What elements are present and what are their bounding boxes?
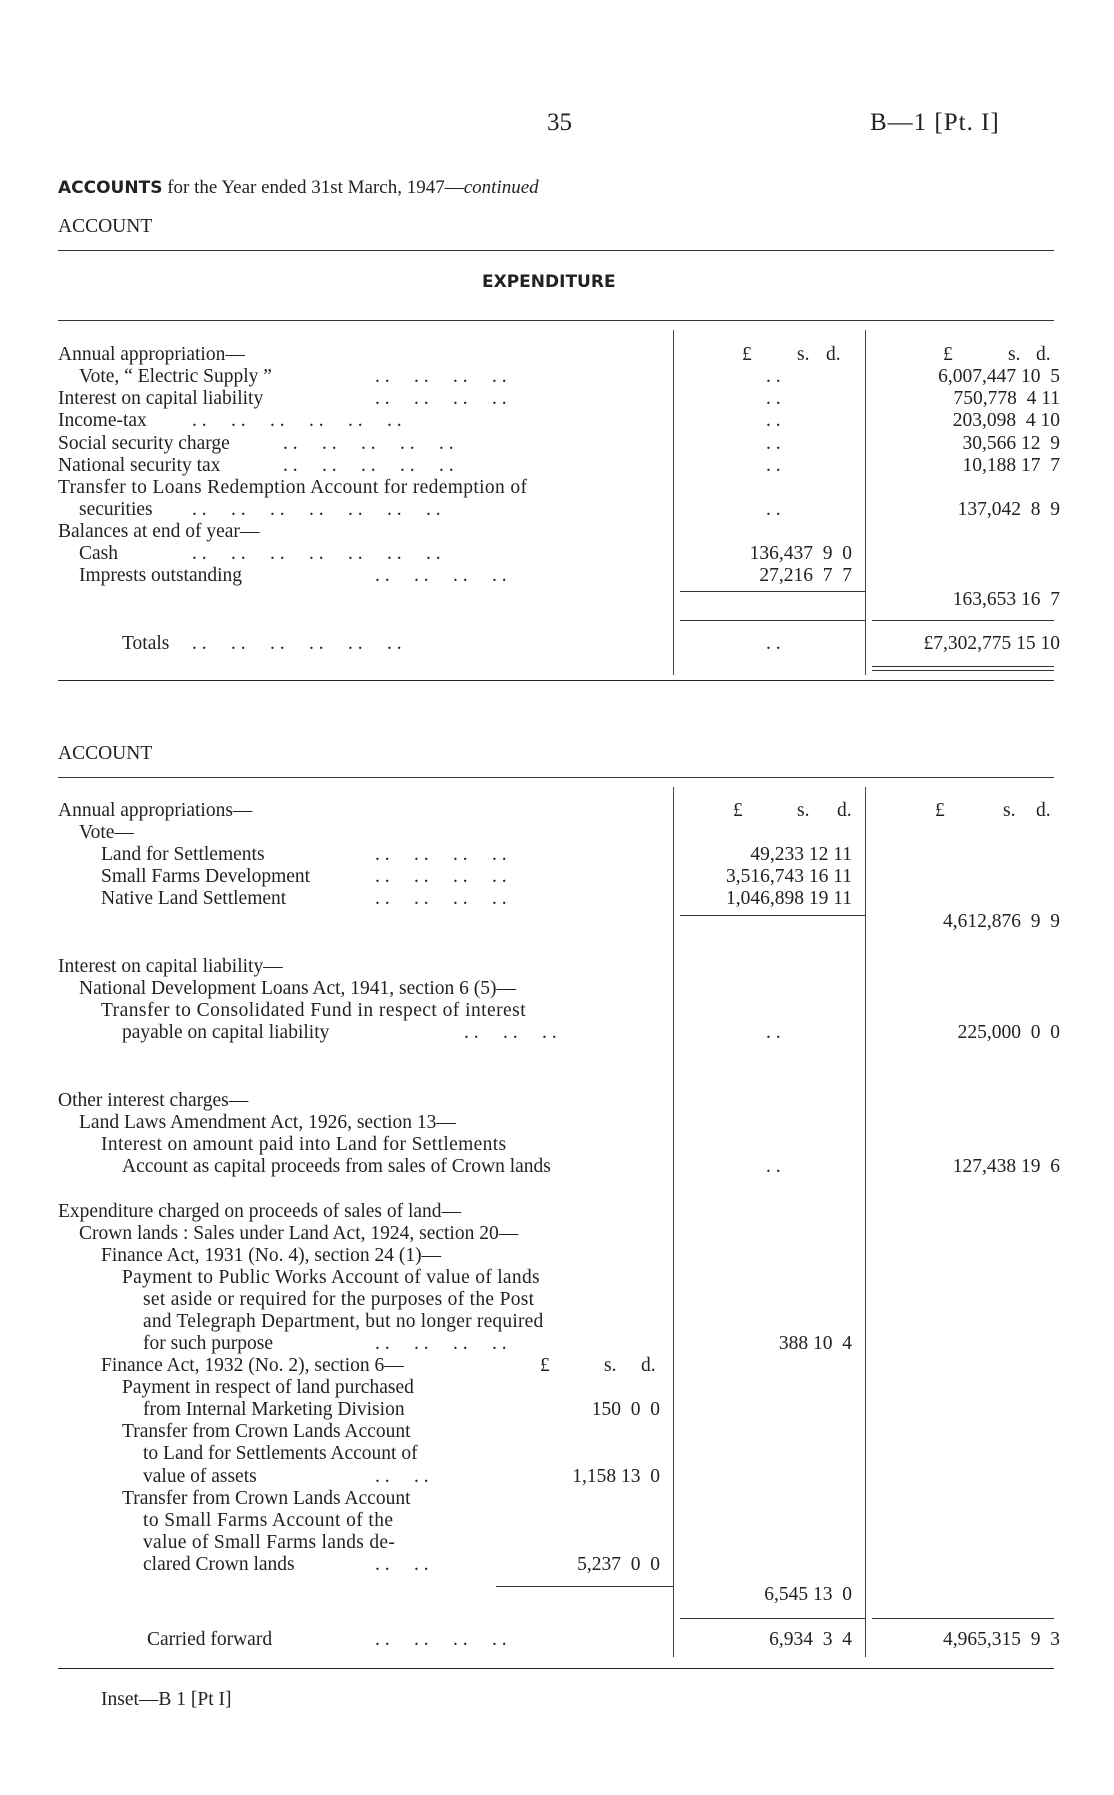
right-amount: 127,438 19 6	[952, 1156, 1060, 1177]
column-separator	[865, 330, 866, 675]
right-amount: 30,566 12 9	[962, 433, 1060, 454]
totals-label: Totals	[122, 633, 170, 654]
mid-amount: . .	[766, 499, 781, 520]
line-finance-1932: Finance Act, 1932 (No. 2), section 6—	[101, 1355, 404, 1376]
leader-dots: . . . .	[375, 1554, 429, 1575]
subtotal-rule	[680, 915, 865, 916]
line-transfer-loans: Transfer to Loans Redemption Account for redemption of	[58, 477, 528, 498]
mid-amount: 3,516,743 16 11	[725, 866, 852, 887]
leader-dots: . . . . . . . . . . . .	[192, 633, 402, 654]
rule	[680, 1618, 865, 1619]
leader-dots: . . . . . .	[464, 1022, 557, 1043]
mid-pound-header: £	[733, 800, 743, 821]
line-native-land: Native Land Settlement	[101, 888, 287, 909]
leader-dots: . . . . . . . .	[375, 866, 507, 887]
line-vote-electric-supply: Vote, “ Electric Supply ”	[79, 366, 272, 387]
right-shillings-header: s.	[1003, 800, 1016, 821]
rule	[872, 1618, 1054, 1619]
mid-pound-header: £	[742, 344, 752, 365]
footer-inset: Inset—B 1 [Pt I]	[101, 1689, 232, 1710]
page-title	[58, 177, 539, 200]
line-income-tax: Income-tax	[58, 410, 147, 431]
sub-pence-header: d.	[641, 1355, 656, 1376]
rule	[680, 620, 865, 621]
mid-pence-header: d.	[826, 344, 841, 365]
line-other-interest: Other interest charges—	[58, 1090, 249, 1111]
line-transfer-crown-2: Transfer from Crown Lands Account	[122, 1488, 411, 1509]
line-payable: payable on capital liability	[122, 1022, 330, 1043]
double-rule	[872, 670, 1054, 671]
column-separator	[865, 787, 866, 1657]
leader-dots: . . . .	[375, 1466, 429, 1487]
line-national-development: National Development Loans Act, 1941, section 6 (5)—	[79, 978, 517, 999]
leader-dots: . . . . . . . .	[375, 388, 507, 409]
line-imprests: Imprests outstanding	[79, 565, 243, 586]
right-amount: 163,653 16 7	[952, 589, 1060, 610]
line-expenditure-charged: Expenditure charged on proceeds of sales of land—	[58, 1201, 462, 1222]
leader-dots: . . . . . . . .	[375, 844, 507, 865]
sub-amount: 5,237 0 0	[577, 1554, 660, 1575]
mid-shillings-header: s.	[797, 344, 810, 365]
line-interest-amount: Interest on amount paid into Land for Settlements	[101, 1134, 507, 1155]
line-vote: Vote—	[79, 822, 134, 843]
column-separator	[673, 330, 674, 675]
leader-dots: . . . . . . . .	[375, 1629, 507, 1650]
section-end-rule	[58, 680, 1054, 681]
mid-amount: 136,437 9 0	[749, 543, 852, 564]
carried-forward-label: Carried forward	[147, 1629, 273, 1650]
divider	[58, 250, 1054, 251]
line-interest-heading: Interest on capital liability—	[58, 956, 283, 977]
mid-amount: . .	[766, 455, 781, 476]
leader-dots: . . . . . . . . . .	[283, 455, 454, 476]
carried-forward-right: 4,965,315 9 3	[943, 1629, 1060, 1650]
right-amount: 750,778 4 11	[953, 388, 1060, 409]
page-number: 35	[547, 109, 572, 136]
line-set-aside: set aside or required for the purposes of the Post	[143, 1289, 535, 1310]
leader-dots: . . . . . . . . . .	[283, 433, 454, 454]
grand-total: £7,302,775 15 10	[923, 633, 1060, 654]
section1-account-label: ACCOUNT	[58, 216, 153, 237]
line-cash: Cash	[79, 543, 118, 564]
line-balances: Balances at end of year—	[58, 521, 260, 542]
line-land-settlements: Land for Settlements	[101, 844, 265, 865]
line-internal-marketing: from Internal Marketing Division	[143, 1399, 405, 1420]
mid-amount: 1,046,898 19 11	[725, 888, 852, 909]
section-end-rule	[58, 1668, 1054, 1669]
mid-amount: . .	[766, 433, 781, 454]
right-pence-header: d.	[1036, 344, 1051, 365]
line-value-assets: value of assets	[143, 1466, 257, 1487]
line-finance-1931: Finance Act, 1931 (No. 4), section 24 (1)—	[101, 1245, 442, 1266]
line-such-purpose: for such purpose	[143, 1333, 273, 1354]
line-annual-appropriation: Annual appropriation—	[58, 344, 245, 365]
title-italic: continued	[463, 177, 539, 198]
carried-forward-mid: 6,934 3 4	[769, 1629, 852, 1650]
line-annual-appropriations: Annual appropriations—	[58, 800, 253, 821]
line-land-settlements-account: to Land for Settlements Account of	[143, 1443, 418, 1464]
right-amount: 203,098 4 10	[952, 410, 1060, 431]
leader-dots: . . . . . . . .	[375, 888, 507, 909]
line-payment-public-works: Payment to Public Works Account of value of lands	[122, 1267, 540, 1288]
subtotal-rule	[680, 591, 865, 592]
line-national-security: National security tax	[58, 455, 221, 476]
leader-dots: . . . . . . . . . . . . . .	[192, 543, 441, 564]
leader-dots: . . . . . . . .	[375, 565, 507, 586]
mid-amount: 6,545 13 0	[764, 1584, 852, 1605]
mid-amount: . .	[766, 388, 781, 409]
divider	[58, 320, 1054, 321]
right-amount: 4,612,876 9 9	[943, 911, 1060, 932]
mid-pence-header: d.	[837, 800, 852, 821]
line-payment-land: Payment in respect of land purchased	[122, 1377, 414, 1398]
mid-amount: 49,233 12 11	[750, 844, 852, 865]
line-crown-lands: Crown lands : Sales under Land Act, 1924, section 20—	[79, 1223, 519, 1244]
double-rule	[872, 666, 1054, 667]
mid-amount: . .	[766, 633, 781, 654]
mid-amount: . .	[766, 410, 781, 431]
line-interest-capital: Interest on capital liability	[58, 388, 264, 409]
leader-dots: . . . . . . . . . . . . . .	[192, 499, 441, 520]
sub-amount: 150 0 0	[591, 1399, 660, 1420]
leader-dots: . . . . . . . .	[375, 1333, 507, 1354]
line-transfer-crown-1: Transfer from Crown Lands Account	[122, 1421, 411, 1442]
line-social-security: Social security charge	[58, 433, 230, 454]
line-small-farms-account: to Small Farms Account of the	[143, 1510, 394, 1531]
expenditure-heading: EXPENDITURE	[482, 272, 616, 292]
line-value-small-farms: value of Small Farms lands de-	[143, 1532, 396, 1553]
sub-amount: 1,158 13 0	[572, 1466, 660, 1487]
leader-dots: . . . . . . . .	[375, 366, 507, 387]
divider	[58, 777, 1054, 778]
leader-dots: . . . . . . . . . . . .	[192, 410, 402, 431]
section2-account-label: ACCOUNT	[58, 743, 153, 764]
subtotal-rule	[496, 1586, 673, 1587]
right-shillings-header: s.	[1008, 344, 1021, 365]
rule	[872, 620, 1054, 621]
title-rest: for the Year ended 31st March, 1947—	[167, 177, 464, 198]
column-separator	[673, 787, 674, 1657]
page-reference: B—1 [Pt. I]	[870, 109, 1000, 136]
line-land-laws: Land Laws Amendment Act, 1926, section 13—	[79, 1112, 456, 1133]
right-pound-header: £	[943, 344, 953, 365]
mid-amount: . .	[766, 1022, 781, 1043]
mid-amount: . .	[766, 1156, 781, 1177]
line-transfer-consolidated: Transfer to Consolidated Fund in respect of interest	[101, 1000, 527, 1021]
right-amount: 10,188 17 7	[962, 455, 1060, 476]
line-telegraph: and Telegraph Department, but no longer required	[143, 1311, 544, 1332]
mid-amount: 388 10 4	[778, 1333, 852, 1354]
line-declared-crown: clared Crown lands	[143, 1554, 295, 1575]
mid-amount: 27,216 7 7	[759, 565, 852, 586]
right-amount: 137,042 8 9	[957, 499, 1060, 520]
line-securities: securities	[79, 499, 153, 520]
sub-pound-header: £	[540, 1355, 550, 1376]
right-pence-header: d.	[1036, 800, 1051, 821]
right-pound-header: £	[935, 800, 945, 821]
mid-amount: . .	[766, 366, 781, 387]
sub-shillings-header: s.	[604, 1355, 617, 1376]
line-account-capital: Account as capital proceeds from sales of Crown lands	[122, 1156, 551, 1177]
line-small-farms: Small Farms Development	[101, 866, 311, 887]
mid-shillings-header: s.	[797, 800, 810, 821]
title-bold: ACCOUNTS	[58, 178, 163, 198]
right-amount: 6,007,447 10 5	[938, 366, 1060, 387]
right-amount: 225,000 0 0	[957, 1022, 1060, 1043]
